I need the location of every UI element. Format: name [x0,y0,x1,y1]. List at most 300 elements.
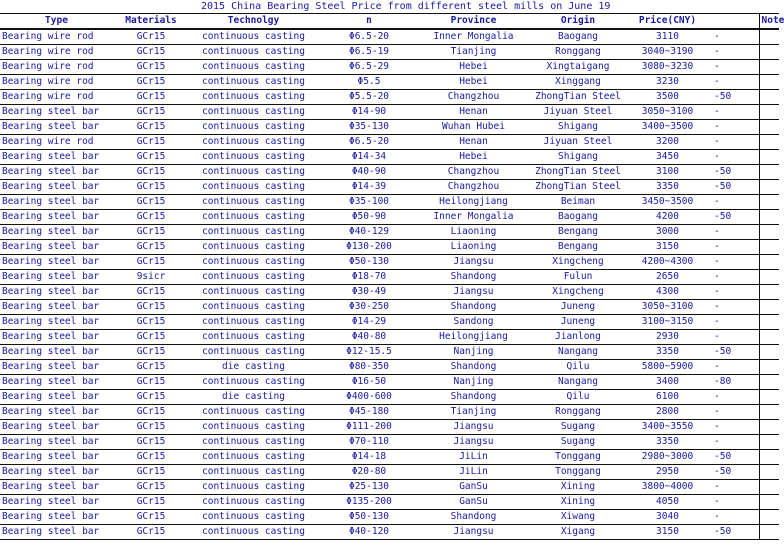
cell-material: GCr15 [113,120,189,135]
cell-change: - [706,405,759,420]
cell-note [759,150,779,165]
cell-price: 2650 [629,270,706,285]
cell-material: GCr15 [113,330,189,345]
cell-origin: Beiman [527,195,629,210]
header-type: Type [0,14,113,30]
cell-change: -50 [706,465,759,480]
cell-material: GCr15 [113,345,189,360]
cell-change: - [706,240,759,255]
cell-price: 3110 [629,29,706,45]
cell-note [759,75,779,90]
cell-price: 3400~3500 [629,120,706,135]
cell-material: GCr15 [113,525,189,540]
table-row [0,360,779,375]
table-row [0,45,779,60]
cell-material: GCr15 [113,480,189,495]
cell-origin: Xigang [527,525,629,540]
cell-technology: continuous casting [189,165,318,180]
cell-note [759,420,779,435]
cell-n: Φ5.5-20 [318,90,420,105]
cell-province: Jiangsu [420,285,527,300]
cell-price: 3400 [629,375,706,390]
cell-n: Φ6.5-19 [318,45,420,60]
cell-price: 3350 [629,435,706,450]
cell-material: GCr15 [113,150,189,165]
cell-note [759,405,779,420]
cell-n: Φ30-250 [318,300,420,315]
cell-change: - [706,255,759,270]
cell-origin: Juneng [527,315,629,330]
cell-note [759,285,779,300]
cell-material: GCr15 [113,75,189,90]
cell-price: 3050~3100 [629,300,706,315]
cell-province: Shandong [420,270,527,285]
table-row [0,345,779,360]
cell-type: Bearing steel bar [0,510,113,525]
cell-origin: Bengang [527,225,629,240]
cell-province: Jiangsu [420,525,527,540]
cell-n: Φ45-180 [318,405,420,420]
cell-technology: continuous casting [189,225,318,240]
cell-technology: continuous casting [189,90,318,105]
cell-province: Henan [420,105,527,120]
cell-price: 3100~3150 [629,315,706,330]
cell-origin: Jiyuan Steel [527,105,629,120]
cell-type: Bearing steel bar [0,405,113,420]
cell-material: GCr15 [113,360,189,375]
cell-origin: Xining [527,480,629,495]
cell-type: Bearing wire rod [0,135,113,150]
cell-note [759,300,779,315]
cell-material: GCr15 [113,45,189,60]
cell-material: GCr15 [113,300,189,315]
cell-note [759,315,779,330]
cell-technology: continuous casting [189,405,318,420]
table-row [0,525,779,540]
cell-province: Henan [420,135,527,150]
cell-n: Φ6.5-20 [318,29,420,45]
cell-province: GanSu [420,480,527,495]
header-technology: Technolgy [189,14,318,30]
cell-n: Φ14-34 [318,150,420,165]
cell-change: - [706,135,759,150]
header-change [706,14,759,30]
cell-material: GCr15 [113,510,189,525]
cell-change: - [706,195,759,210]
cell-price: 3400~3550 [629,420,706,435]
table-row [0,135,779,150]
table-row [0,150,779,165]
cell-province: Sandong [420,315,527,330]
cell-origin: Jianlong [527,330,629,345]
cell-province: Nanjing [420,345,527,360]
cell-technology: continuous casting [189,105,318,120]
cell-technology: continuous casting [189,510,318,525]
cell-n: Φ14-29 [318,315,420,330]
cell-change: - [706,225,759,240]
cell-n: Φ14-90 [318,105,420,120]
cell-origin: Qilu [527,390,629,405]
cell-province: Changzhou [420,90,527,105]
cell-province: Jiangsu [420,420,527,435]
cell-n: Φ6.5-20 [318,135,420,150]
cell-change: - [706,285,759,300]
cell-technology: continuous casting [189,465,318,480]
cell-price: 2930 [629,330,706,345]
table-row [0,480,779,495]
cell-change: - [706,75,759,90]
cell-type: Bearing steel bar [0,270,113,285]
cell-technology: continuous casting [189,29,318,45]
cell-change: -50 [706,180,759,195]
cell-origin: ZhongTian Steel [527,180,629,195]
cell-change: - [706,270,759,285]
table-row [0,105,779,120]
cell-n: Φ20-80 [318,465,420,480]
cell-origin: Sugang [527,420,629,435]
cell-change: - [706,150,759,165]
cell-province: Changzhou [420,180,527,195]
cell-change: - [706,120,759,135]
cell-n: Φ40-129 [318,225,420,240]
cell-type: Bearing steel bar [0,180,113,195]
cell-n: Φ35-130 [318,120,420,135]
cell-material: GCr15 [113,405,189,420]
cell-material: GCr15 [113,105,189,120]
cell-type: Bearing steel bar [0,465,113,480]
cell-technology: continuous casting [189,525,318,540]
cell-province: Liaoning [420,225,527,240]
cell-change: - [706,45,759,60]
cell-type: Bearing steel bar [0,420,113,435]
cell-province: Shandong [420,390,527,405]
cell-type: Bearing steel bar [0,255,113,270]
cell-note [759,390,779,405]
cell-price: 3450 [629,150,706,165]
cell-note [759,330,779,345]
cell-origin: ZhongTian Steel [527,165,629,180]
cell-note [759,270,779,285]
table-row [0,120,779,135]
cell-technology: continuous casting [189,180,318,195]
cell-n: Φ12-15.5 [318,345,420,360]
cell-origin: Baogang [527,210,629,225]
table-row [0,195,779,210]
cell-type: Bearing steel bar [0,480,113,495]
cell-type: Bearing steel bar [0,225,113,240]
cell-technology: die casting [189,390,318,405]
cell-origin: Ronggang [527,45,629,60]
cell-province: Shandong [420,510,527,525]
cell-type: Bearing steel bar [0,330,113,345]
cell-n: Φ5.5 [318,75,420,90]
cell-province: Wuhan Hubei [420,120,527,135]
cell-price: 3150 [629,240,706,255]
cell-material: GCr15 [113,135,189,150]
cell-change: -50 [706,210,759,225]
cell-n: Φ70-110 [318,435,420,450]
table-row [0,75,779,90]
header-price: Price(CNY) [629,14,706,30]
cell-note [759,45,779,60]
cell-price: 3040~3190 [629,45,706,60]
cell-n: Φ14-39 [318,180,420,195]
table-row [0,375,779,390]
cell-material: GCr15 [113,210,189,225]
table-row [0,390,779,405]
cell-type: Bearing steel bar [0,390,113,405]
cell-technology: continuous casting [189,270,318,285]
cell-material: GCr15 [113,195,189,210]
table-row [0,495,779,510]
table-row [0,420,779,435]
cell-type: Bearing wire rod [0,60,113,75]
cell-technology: continuous casting [189,135,318,150]
cell-province: Changzhou [420,165,527,180]
cell-note [759,210,779,225]
cell-province: JiLin [420,465,527,480]
cell-change: - [706,300,759,315]
cell-origin: Tonggang [527,450,629,465]
cell-change: - [706,510,759,525]
cell-change: -50 [706,525,759,540]
cell-origin: Xingcheng [527,285,629,300]
cell-type: Bearing steel bar [0,300,113,315]
cell-price: 3200 [629,135,706,150]
cell-change: - [706,105,759,120]
cell-origin: Nangang [527,345,629,360]
cell-note [759,495,779,510]
cell-note [759,105,779,120]
cell-price: 3080~3230 [629,60,706,75]
cell-n: Φ135-200 [318,495,420,510]
cell-note [759,135,779,150]
cell-origin: Fulun [527,270,629,285]
cell-technology: continuous casting [189,240,318,255]
cell-material: GCr15 [113,375,189,390]
cell-note [759,225,779,240]
cell-origin: Shigang [527,120,629,135]
table-row [0,465,779,480]
cell-n: Φ50-90 [318,210,420,225]
cell-type: Bearing steel bar [0,150,113,165]
cell-material: GCr15 [113,495,189,510]
cell-n: Φ30-49 [318,285,420,300]
cell-n: Φ14-18 [318,450,420,465]
cell-note [759,195,779,210]
cell-n: Φ50-130 [318,255,420,270]
cell-technology: continuous casting [189,285,318,300]
cell-origin: Sugang [527,435,629,450]
cell-technology: continuous casting [189,210,318,225]
cell-origin: ZhongTian Steel [527,90,629,105]
cell-origin: Ronggang [527,405,629,420]
cell-origin: Tonggang [527,465,629,480]
header-note: Note [759,14,779,30]
table-row [0,270,779,285]
table-row [0,240,779,255]
cell-material: GCr15 [113,465,189,480]
cell-price: 3350 [629,345,706,360]
cell-note [759,360,779,375]
cell-technology: continuous casting [189,120,318,135]
cell-price: 2980~3000 [629,450,706,465]
cell-material: GCr15 [113,29,189,45]
cell-type: Bearing steel bar [0,435,113,450]
cell-origin: Xingtaigang [527,60,629,75]
cell-price: 3800~4000 [629,480,706,495]
cell-note [759,180,779,195]
cell-type: Bearing steel bar [0,210,113,225]
cell-technology: continuous casting [189,495,318,510]
cell-technology: continuous casting [189,60,318,75]
cell-province: Liaoning [420,240,527,255]
cell-n: Φ25-130 [318,480,420,495]
cell-origin: Nangang [527,375,629,390]
table-row [0,210,779,225]
table-row [0,315,779,330]
cell-n: Φ16-50 [318,375,420,390]
table-body [0,29,779,540]
price-table [0,13,784,540]
cell-type: Bearing steel bar [0,315,113,330]
cell-price: 3050~3100 [629,105,706,120]
table-title: 2015 China Bearing Steel Price from different steel mills on June 19 [201,1,611,12]
cell-origin: Xining [527,495,629,510]
cell-price: 4300 [629,285,706,300]
cell-change: -80 [706,375,759,390]
cell-type: Bearing steel bar [0,375,113,390]
cell-price: 3000 [629,225,706,240]
cell-price: 2800 [629,405,706,420]
cell-change: - [706,390,759,405]
header-materials: Materials [113,14,189,30]
cell-n: Φ400-600 [318,390,420,405]
cell-note [759,435,779,450]
cell-n: Φ40-90 [318,165,420,180]
cell-technology: continuous casting [189,330,318,345]
cell-note [759,60,779,75]
cell-technology: continuous casting [189,300,318,315]
header-province: Province [420,14,527,30]
table-row [0,405,779,420]
cell-type: Bearing wire rod [0,29,113,45]
cell-material: GCr15 [113,435,189,450]
cell-technology: continuous casting [189,420,318,435]
cell-type: Bearing steel bar [0,525,113,540]
cell-note [759,29,779,45]
cell-technology: continuous casting [189,75,318,90]
cell-price: 5800~5900 [629,360,706,375]
table-row [0,330,779,345]
cell-note [759,90,779,105]
cell-price: 3350 [629,180,706,195]
cell-change: - [706,360,759,375]
cell-province: JiLin [420,450,527,465]
cell-type: Bearing wire rod [0,45,113,60]
table-row [0,300,779,315]
cell-price: 4200~4300 [629,255,706,270]
cell-price: 6100 [629,390,706,405]
table-row [0,255,779,270]
cell-type: Bearing steel bar [0,345,113,360]
cell-price: 3230 [629,75,706,90]
cell-origin: Baogang [527,29,629,45]
cell-price: 4050 [629,495,706,510]
cell-type: Bearing wire rod [0,90,113,105]
cell-change: - [706,480,759,495]
cell-material: GCr15 [113,180,189,195]
cell-type: Bearing steel bar [0,285,113,300]
cell-note [759,510,779,525]
cell-note [759,255,779,270]
cell-n: Φ18-70 [318,270,420,285]
cell-change: -50 [706,90,759,105]
cell-province: Inner Mongalia [420,210,527,225]
cell-material: GCr15 [113,60,189,75]
cell-technology: continuous casting [189,150,318,165]
cell-type: Bearing steel bar [0,120,113,135]
cell-technology: continuous casting [189,375,318,390]
cell-origin: Bengang [527,240,629,255]
cell-province: GanSu [420,495,527,510]
cell-change: -50 [706,165,759,180]
cell-material: GCr15 [113,225,189,240]
cell-note [759,465,779,480]
cell-province: Nanjing [420,375,527,390]
cell-material: GCr15 [113,285,189,300]
cell-note [759,165,779,180]
cell-province: Tianjing [420,405,527,420]
cell-technology: die casting [189,360,318,375]
cell-material: GCr15 [113,240,189,255]
cell-province: Jiangsu [420,435,527,450]
cell-change: - [706,315,759,330]
cell-n: Φ130-200 [318,240,420,255]
cell-change: -50 [706,450,759,465]
cell-technology: continuous casting [189,480,318,495]
cell-n: Φ111-200 [318,420,420,435]
cell-n: Φ40-120 [318,525,420,540]
cell-note [759,375,779,390]
header-n: n [318,14,420,30]
cell-origin: Juneng [527,300,629,315]
cell-change: - [706,29,759,45]
cell-price: 4200 [629,210,706,225]
cell-province: Heilongjiang [420,195,527,210]
cell-province: Heilongjiang [420,330,527,345]
table-row [0,285,779,300]
cell-change: - [706,420,759,435]
cell-province: Jiangsu [420,255,527,270]
table-row [0,510,779,525]
cell-n: Φ50-130 [318,510,420,525]
cell-price: 3500 [629,90,706,105]
table-row [0,29,779,45]
cell-type: Bearing steel bar [0,195,113,210]
cell-province: Tianjing [420,45,527,60]
cell-origin: Qilu [527,360,629,375]
cell-change: - [706,495,759,510]
cell-technology: continuous casting [189,435,318,450]
cell-type: Bearing steel bar [0,360,113,375]
cell-note [759,240,779,255]
cell-material: GCr15 [113,450,189,465]
cell-technology: continuous casting [189,255,318,270]
cell-technology: continuous casting [189,345,318,360]
cell-n: Φ6.5-29 [318,60,420,75]
table-row [0,60,779,75]
